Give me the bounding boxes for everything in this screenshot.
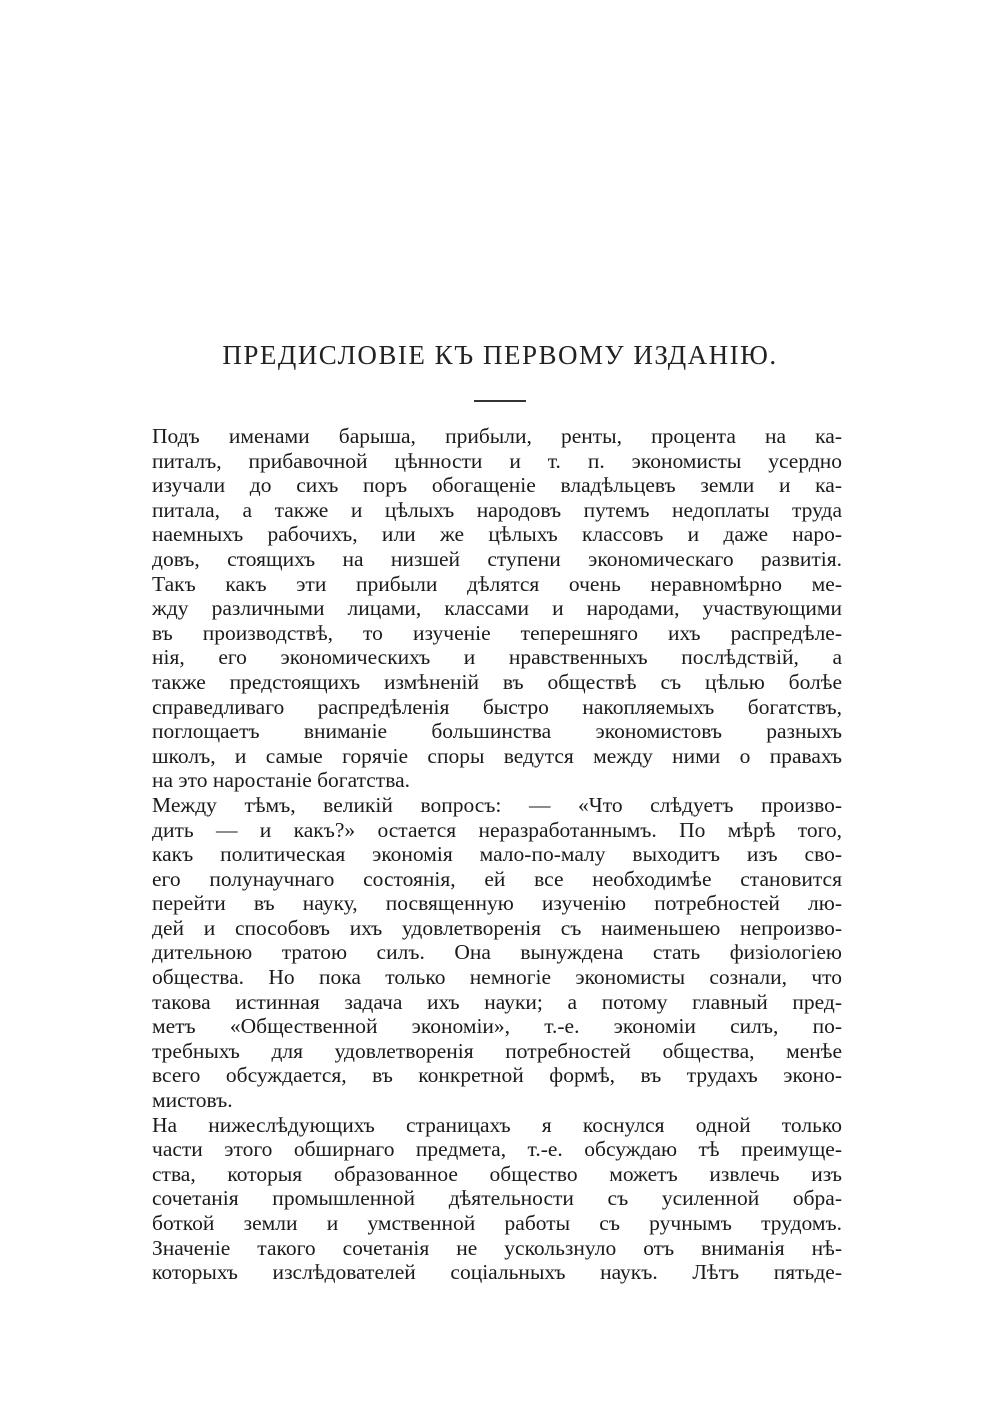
title-divider [474,400,526,402]
text-line: всего обсуждается, въ конкретной формѣ, въ трудахъ эконо- [152,1063,842,1088]
text-line: части этого обширнаго предмета, т.-е. обсуждаю тѣ преимуще- [152,1137,842,1162]
text-line: жду различными лицами, классами и народами, участвующими [152,596,842,621]
text-line: которыхъ изслѣдователей соціальныхъ наукъ. Лѣтъ пятьде- [152,1260,842,1285]
text-line: общества. Но пока только немногіе экономисты сознали, что [152,965,842,990]
text-line: такова истинная задача ихъ науки; а потому главный пред- [152,989,842,1014]
page-title: ПРЕДИСЛОВІЕ КЪ ПЕРВОМУ ИЗДАНІЮ. [222,340,778,370]
paragraph-4 [152,1113,842,1285]
text-line: метъ «Общественной экономіи», т.-е. экономіи силъ, по- [152,1014,842,1039]
text-line: также предстоящихъ измѣненій въ обществѣ съ цѣлью болѣе [152,669,842,694]
text-line: требныхъ для удовлетворенія потребностей общества, менѣе [152,1038,842,1063]
text-line: его полунаучнаго состоянія, ей все необходимѣе становится [152,866,842,891]
text-line: довъ, стоящихъ на низшей ступени экономическаго развитія. [152,546,842,571]
text-line: боткой земли и умственной работы съ ручнымъ трудомъ. [152,1211,842,1235]
text-line: изучали до сихъ поръ обогащеніе владѣльцевъ земли и ка- [152,473,842,498]
text-line: ства, которыя образованное общество можетъ извлечь изъ [152,1161,842,1186]
text-line: дить — и какъ?» остается неразработаннымъ. По мѣрѣ того, [152,817,842,842]
text-line: сочетанія промышленной дѣятельности съ усиленной обра- [152,1186,842,1211]
text-line: питалъ, прибавочной цѣнности и т. п. экономисты усердно [152,448,842,473]
text-line: дительною тратою силъ. Она вынуждена стать физіологіею [152,940,842,965]
paragraph-3 [152,793,842,1113]
text-line: Между тѣмъ, великій вопросъ: — «Что слѣдуетъ произво- [152,792,842,817]
text-line: наемныхъ рабочихъ, или же цѣлыхъ классовъ и даже наро- [152,522,842,547]
text-line: какъ политическая экономія мало-по-малу выходитъ изъ сво- [152,842,842,867]
text-line: нія, его экономическихъ и нравственныхъ послѣдствій, а [152,645,842,670]
text-line: перейти въ науку, посвященную изученію потребностей лю- [152,891,842,916]
paragraph-2 [152,572,842,793]
text-line: дей и способовъ ихъ удовлетворенія съ наименьшею непроизво- [152,915,842,940]
text-line: школъ, и самые горячіе споры ведутся между ними о правахъ [152,743,842,768]
text-line: мистовъ. [152,1088,233,1113]
text-line: питала, а также и цѣлыхъ народовъ путемъ недоплаты труда [152,497,842,522]
text-line: Значеніе такого сочетанія не ускользнуло отъ вниманія нѣ- [152,1235,842,1260]
text-line: Подъ именами барыша, прибыли, ренты, процента на ка- [152,424,842,448]
paragraph-1 [152,424,842,572]
text-line: поглощаетъ вниманіе большинства экономистовъ разныхъ [152,719,842,744]
text-line: На нижеслѣдующихъ страницахъ я коснулся одной только [152,1112,842,1137]
body-text [152,424,842,1285]
text-line: справедливаго распредѣленія быстро накопляемыхъ богатствъ, [152,694,842,719]
text-line: въ производствѣ, то изученіе теперешняго ихъ распредѣле- [152,620,842,645]
text-line: Такъ какъ эти прибыли дѣлятся очень неравномѣрно ме- [152,571,842,596]
text-line: на это наростаніе богатства. [152,768,410,793]
